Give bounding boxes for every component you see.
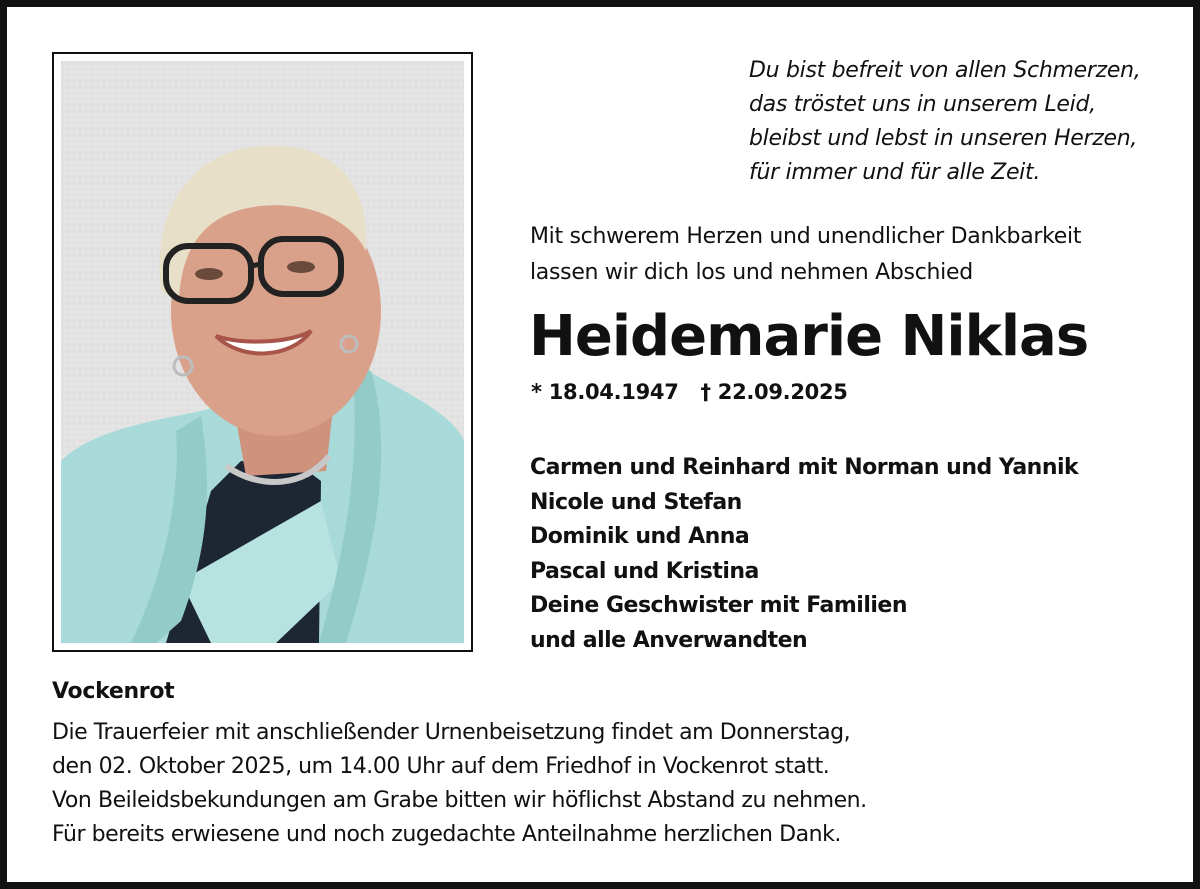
mourner-line: Carmen und Reinhard mit Norman und Yannik [530,455,1079,480]
notice-line: den 02. Oktober 2025, um 14.00 Uhr auf dem Friedhof in Vockenrot statt. [52,754,830,779]
farewell-intro [530,219,1170,291]
birth-date: * 18.04.1947 [531,380,679,404]
notice-line: Die Trauerfeier mit anschließender Urnenbeisetzung findet am Donnerstag, [52,720,851,745]
deceased-name: Heidemarie Niklas [529,304,1089,369]
intro-line: lassen wir dich los und nehmen Abschied [530,260,973,285]
funeral-notice [52,716,867,852]
mourners-list [530,451,1078,658]
mourner-line: Dominik und Anna [530,524,750,549]
mourner-line: Nicole und Stefan [530,489,742,515]
notice-line: Von Beileidsbekundungen am Grabe bitten wir höflichst Abstand zu nehmen. [52,788,867,813]
poem-line: für immer und für alle Zeit. [749,160,1041,185]
poem-line: bleibst und lebst in unseren Herzen, [749,126,1138,151]
death-date: † 22.09.2025 [700,380,848,404]
poem-line: Du bist befreit von allen Schmerzen, [749,58,1141,83]
mourner-line: Deine Geschwister mit Familien [530,593,908,618]
poem-line: das tröstet uns in unserem Leid, [749,92,1096,117]
intro-line: Mit schwerem Herzen und unendlicher Dankbarkeit [530,224,1082,249]
life-dates [531,377,848,407]
portrait-frame [52,52,473,652]
memorial-poem [749,54,1179,190]
notice-line: Für bereits erwiesene und noch zugedachte Anteilnahme herzlichen Dank. [52,822,841,847]
place-name: Vockenrot [52,679,175,704]
mourner-line: Pascal und Kristina [530,558,759,584]
portrait-photo [61,61,464,643]
mourner-line: und alle Anverwandten [530,627,808,653]
